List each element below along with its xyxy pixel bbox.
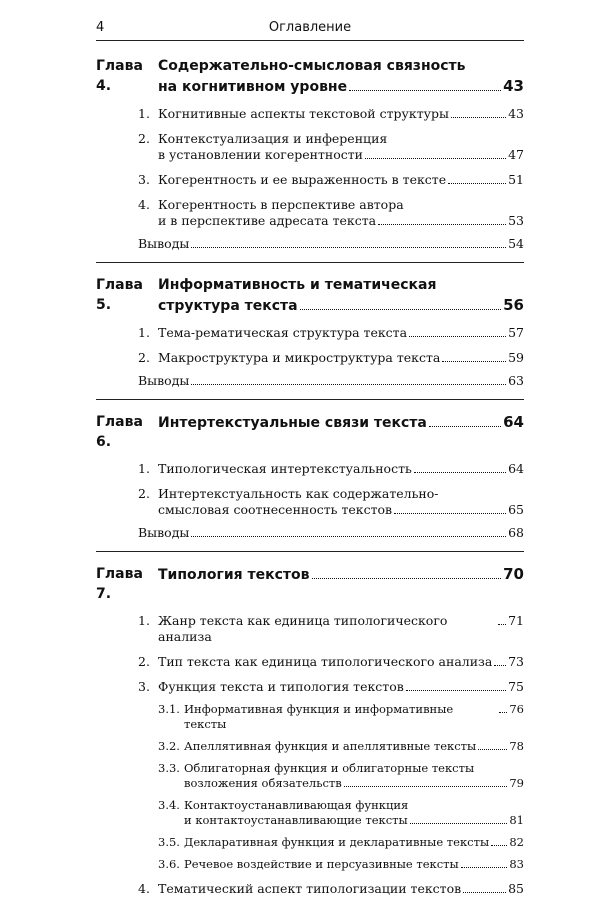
entry-body	[158, 486, 524, 518]
subentry-line	[184, 798, 524, 813]
entry-line	[158, 502, 524, 518]
entry-text: Контекстуализация и инференция	[158, 131, 388, 146]
toc-entry	[96, 613, 524, 645]
entry-line	[158, 325, 524, 341]
dot-leader	[410, 823, 508, 824]
conclusion-page: 63	[508, 373, 524, 388]
dot-leader	[448, 183, 506, 184]
chapter-title-line	[158, 295, 524, 316]
page-number: 4	[96, 20, 105, 35]
dot-leader	[344, 786, 508, 787]
toc-entry	[96, 654, 524, 670]
subentry-number: 3.5.	[158, 835, 180, 849]
dot-leader	[406, 690, 506, 691]
dot-leader	[349, 90, 501, 91]
entry-text: Жанр текста как единица типологического анализа	[158, 613, 448, 644]
conclusion-entry	[96, 525, 524, 541]
subentry-line	[184, 835, 524, 850]
entry-text: Когнитивные аспекты текстовой структуры	[158, 106, 449, 121]
entry-body	[158, 461, 524, 477]
toc-entry	[96, 679, 524, 695]
conclusion-page: 54	[508, 236, 524, 251]
header-rule	[96, 40, 524, 41]
entry-page: 73	[508, 654, 524, 669]
entry-page: 57	[508, 325, 524, 340]
entry-line	[158, 679, 524, 695]
entry-body	[158, 172, 524, 188]
entry-line	[158, 197, 524, 213]
dot-leader	[191, 384, 506, 385]
entry-body	[158, 613, 524, 645]
entry-line	[158, 147, 524, 163]
toc-entry	[96, 106, 524, 122]
entry-line	[158, 106, 524, 122]
dot-leader	[498, 624, 506, 625]
entry-number: 3.	[138, 679, 150, 694]
chapter-title	[158, 564, 524, 604]
entry-line	[158, 172, 524, 188]
subentry-text: Облигаторная функция и облигаторные тексты	[184, 761, 475, 775]
entry-page: 51	[508, 172, 524, 187]
entry-line	[158, 881, 524, 897]
subentry-page: 83	[509, 857, 524, 871]
entry-text: Макроструктура и микроструктура текста	[158, 350, 441, 365]
conclusion-entry	[96, 373, 524, 389]
chapter-title-line	[158, 275, 524, 295]
entry-body	[158, 325, 524, 341]
entry-line	[158, 613, 524, 645]
entry-page: 65	[508, 502, 524, 517]
chapter-title-page: 70	[503, 565, 524, 583]
conclusion-body	[96, 236, 524, 252]
subentry-text: Информативная функция и информативные тексты	[184, 702, 454, 731]
chapter-heading	[96, 56, 524, 97]
dot-leader	[491, 845, 507, 846]
conclusion-text: Выводы	[138, 236, 190, 251]
chapter-title-page: 56	[503, 296, 524, 314]
entry-text: в установлении когерентности	[158, 147, 363, 162]
subentry-page: 78	[509, 739, 524, 753]
subentry-text: Апеллятивная функция и апеллятивные тексты	[184, 739, 477, 753]
entry-page: 64	[508, 461, 524, 476]
dot-leader	[494, 665, 506, 666]
chapter-title	[158, 56, 524, 97]
subentry-line	[184, 776, 524, 791]
subentry-line	[184, 702, 524, 732]
subentry-body	[184, 702, 524, 732]
entry-number: 1.	[138, 613, 150, 628]
chapter-heading	[96, 564, 524, 604]
chapter-separator	[96, 399, 524, 400]
conclusion-line	[138, 525, 524, 541]
subentry-text: Контактоустанавливающая функция	[184, 798, 409, 812]
dot-leader	[451, 117, 506, 118]
chapter-separator	[96, 551, 524, 552]
toc-subentry	[96, 835, 524, 850]
chapter-heading	[96, 412, 524, 452]
dot-leader	[409, 336, 506, 337]
conclusion-page: 68	[508, 525, 524, 540]
chapter-title	[158, 412, 524, 452]
entry-page: 59	[508, 350, 524, 365]
conclusion-text: Выводы	[138, 525, 190, 540]
dot-leader	[442, 361, 506, 362]
running-head	[96, 20, 524, 40]
entry-body	[158, 131, 524, 163]
subentry-number: 3.4.	[158, 798, 180, 812]
subentry-line	[184, 761, 524, 776]
dot-leader	[191, 247, 506, 248]
entry-text: и в перспективе адресата текста	[158, 213, 377, 228]
entry-text: Когерентность в перспективе автора	[158, 197, 404, 212]
chapter-title	[158, 275, 524, 316]
subentry-body	[184, 798, 524, 828]
conclusion-body	[96, 525, 524, 541]
dot-leader	[463, 892, 506, 893]
entry-body	[158, 350, 524, 366]
entry-line	[158, 461, 524, 477]
subentry-body	[184, 857, 524, 872]
entry-line	[158, 350, 524, 366]
chapter-title-page: 64	[503, 413, 524, 431]
entry-body	[158, 881, 524, 897]
entry-page: 75	[508, 679, 524, 694]
toc-entry	[96, 197, 524, 229]
toc-entry	[96, 172, 524, 188]
subentry-page: 79	[509, 776, 524, 790]
subentry-number: 3.6.	[158, 857, 180, 871]
chapter-title-line	[158, 76, 524, 97]
subentry-body	[184, 739, 524, 754]
entry-line	[158, 213, 524, 229]
subentry-text: и контактоустанавливающие тексты	[184, 813, 408, 827]
entry-number: 1.	[138, 461, 150, 476]
chapter-title-line	[158, 412, 524, 433]
subentry-text: возложения обязательств	[184, 776, 342, 790]
subentry-line	[184, 813, 524, 828]
entry-page: 71	[508, 613, 524, 628]
chapter-title-text: на когнитивном уровне	[158, 79, 348, 95]
subentry-number: 3.2.	[158, 739, 180, 753]
entry-line	[158, 486, 524, 502]
entry-page: 53	[508, 213, 524, 228]
toc-subentry	[96, 702, 524, 732]
entry-text: Интертекстуальность как содержательно-	[158, 486, 439, 501]
entry-line	[158, 131, 524, 147]
entry-page: 47	[508, 147, 524, 162]
toc-subentry	[96, 857, 524, 872]
entry-body	[158, 197, 524, 229]
subentry-text: Декларативная функция и декларативные тексты	[184, 835, 490, 849]
chapter-title-text: структура текста	[158, 298, 298, 314]
chapter-title-text: Содержательно-смысловая связность	[158, 58, 466, 74]
entry-page: 43	[508, 106, 524, 121]
dot-leader	[394, 513, 506, 514]
entry-body	[158, 679, 524, 695]
entry-number: 3.	[138, 172, 150, 187]
dot-leader	[378, 224, 506, 225]
toc-entry	[96, 131, 524, 163]
entry-text: смысловая соотнесенность текстов	[158, 502, 393, 517]
dot-leader	[300, 309, 502, 310]
dot-leader	[365, 158, 506, 159]
chapter-title-text: Типология текстов	[158, 567, 310, 583]
toc-subentry	[96, 798, 524, 828]
table-of-contents	[96, 56, 524, 897]
dot-leader	[461, 867, 508, 868]
conclusion-line	[138, 236, 524, 252]
chapter-title-page: 43	[503, 77, 524, 95]
entry-page: 85	[508, 881, 524, 896]
entry-text: Типологическая интертекстуальность	[158, 461, 412, 476]
toc-entry	[96, 461, 524, 477]
conclusion-entry	[96, 236, 524, 252]
subentry-text: Речевое воздействие и персуазивные тексты	[184, 857, 459, 871]
chapter-label: Глава 7.	[96, 566, 143, 602]
dot-leader	[429, 426, 501, 427]
entry-text: Тип текста как единица типологического анализа	[158, 654, 493, 669]
running-title: Оглавление	[268, 20, 352, 35]
subentry-line	[184, 857, 524, 872]
entry-text: Тематический аспект типологизации текстов	[158, 881, 462, 896]
subentry-body	[184, 761, 524, 791]
entry-number: 1.	[138, 106, 150, 121]
entry-body	[158, 654, 524, 670]
dot-leader	[414, 472, 506, 473]
chapter-label: Глава 5.	[96, 277, 143, 313]
dot-leader	[312, 578, 502, 579]
chapter-label: Глава 6.	[96, 414, 143, 450]
toc-entry	[96, 350, 524, 366]
entry-number: 4.	[138, 881, 150, 896]
chapter-title-line	[158, 564, 524, 585]
toc-entry	[96, 486, 524, 518]
entry-number: 4.	[138, 197, 150, 212]
chapter-title-line	[158, 56, 524, 76]
subentry-number: 3.3.	[158, 761, 180, 775]
subentry-page: 81	[509, 813, 524, 827]
entry-text: Тема-рематическая структура текста	[158, 325, 408, 340]
chapter-heading	[96, 275, 524, 316]
toc-entry	[96, 325, 524, 341]
entry-number: 2.	[138, 131, 150, 146]
toc-subentry	[96, 761, 524, 791]
conclusion-text: Выводы	[138, 373, 190, 388]
chapter-title-text: Интертекстуальные связи текста	[158, 415, 427, 431]
conclusion-body	[96, 373, 524, 389]
entry-body	[158, 106, 524, 122]
subentry-line	[184, 739, 524, 754]
entry-number: 2.	[138, 350, 150, 365]
dot-leader	[191, 536, 506, 537]
dot-leader	[499, 712, 507, 713]
entry-line	[158, 654, 524, 670]
subentry-number: 3.1.	[158, 702, 180, 716]
entry-number: 1.	[138, 325, 150, 340]
chapter-label: Глава 4.	[96, 58, 143, 94]
subentry-page: 82	[509, 835, 524, 849]
entry-text: Когерентность и ее выраженность в тексте	[158, 172, 447, 187]
toc-subentry	[96, 739, 524, 754]
entry-number: 2.	[138, 654, 150, 669]
subentry-body	[184, 835, 524, 850]
conclusion-line	[138, 373, 524, 389]
toc-entry	[96, 881, 524, 897]
entry-number: 2.	[138, 486, 150, 501]
chapter-title-text: Информативность и тематическая	[158, 277, 437, 293]
subentry-page: 76	[509, 702, 524, 716]
chapter-separator	[96, 262, 524, 263]
entry-text: Функция текста и типология текстов	[158, 679, 404, 694]
